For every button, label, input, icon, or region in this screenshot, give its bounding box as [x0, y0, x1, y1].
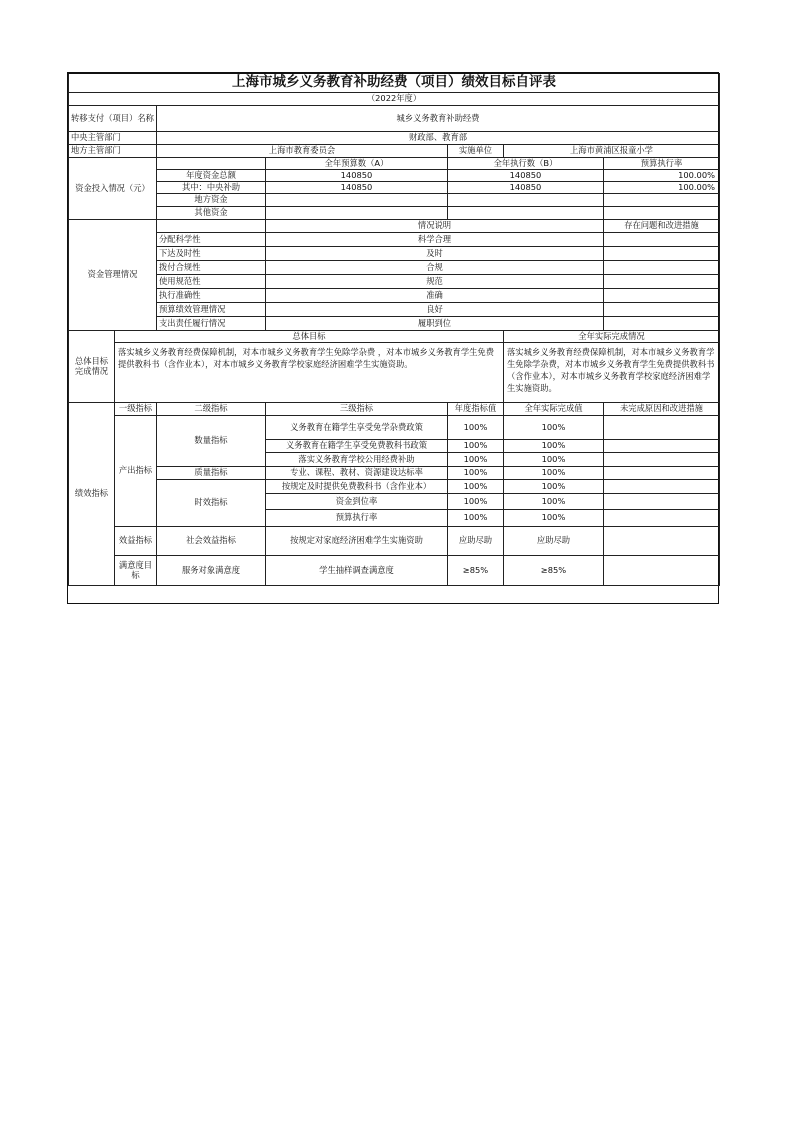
management-row-label: 使用规范性 — [157, 275, 266, 289]
indicator-actual: 100% — [504, 480, 604, 494]
management-row-desc: 准确 — [266, 289, 604, 303]
indicator-name: 专业、课程、教材、资源建设达标率 — [266, 467, 448, 480]
form-year: （2022年度） — [69, 93, 720, 106]
management-row-desc: 科学合理 — [266, 233, 604, 247]
management-row-issue — [604, 261, 720, 275]
indicator-actual: 应助尽助 — [504, 527, 604, 556]
management-row-desc: 履职到位 — [266, 317, 604, 331]
impl-unit-label: 实施单位 — [448, 145, 504, 158]
form-title: 上海市城乡义务教育补助经费（项目）绩效目标自评表 — [69, 74, 720, 93]
perf-header-level1: 一级指标 — [115, 403, 157, 416]
perf-header-level3: 三级指标 — [266, 403, 448, 416]
indicator-reason — [604, 416, 720, 440]
management-row-label: 执行准确性 — [157, 289, 266, 303]
funds-row-exec — [448, 207, 604, 220]
project-name-value: 城乡义务教育补助经费 — [157, 106, 720, 132]
funds-header-budget: 全年预算数（A） — [266, 158, 448, 170]
indicator-actual: ≥85% — [504, 556, 604, 586]
goals-header-actual: 全年实际完成情况 — [504, 331, 720, 343]
funds-row-exec: 140850 — [448, 170, 604, 182]
indicator-target: 100% — [448, 453, 504, 467]
indicator-actual: 100% — [504, 494, 604, 510]
funds-row-budget: 140850 — [266, 182, 448, 194]
central-dept-value: 财政部、教育部 — [157, 132, 720, 145]
funds-row-label: 地方资金 — [157, 194, 266, 207]
management-row-issue — [604, 303, 720, 317]
perf-header-level2: 二级指标 — [157, 403, 266, 416]
management-row-label: 预算绩效管理情况 — [157, 303, 266, 317]
indicator-reason — [604, 494, 720, 510]
indicator-reason — [604, 453, 720, 467]
indicator-reason — [604, 467, 720, 480]
perf-header-actual: 全年实际完成值 — [504, 403, 604, 416]
indicator-actual: 100% — [504, 467, 604, 480]
project-name-label: 转移支付（项目）名称 — [69, 106, 157, 132]
indicator-actual: 100% — [504, 416, 604, 440]
funds-row-label: 年度资金总额 — [157, 170, 266, 182]
performance-section-label: 绩效指标 — [69, 403, 115, 586]
indicator-target: 应助尽助 — [448, 527, 504, 556]
indicator-target: 100% — [448, 480, 504, 494]
funds-header-rate: 预算执行率 — [604, 158, 720, 170]
quantity-indicator-label: 数量指标 — [157, 416, 266, 467]
perf-header-reason: 未完成原因和改进措施 — [604, 403, 720, 416]
indicator-name: 按规定及时提供免费教科书（含作业本） — [266, 480, 448, 494]
management-row-label: 支出责任履行情况 — [157, 317, 266, 331]
indicator-reason — [604, 440, 720, 453]
indicator-actual: 100% — [504, 510, 604, 527]
quality-indicator-label: 质量指标 — [157, 467, 266, 480]
funds-section-label: 资金投入情况（元） — [69, 158, 157, 220]
indicator-reason — [604, 510, 720, 527]
management-row-issue — [604, 233, 720, 247]
funds-row-rate — [604, 207, 720, 220]
management-row-label: 下达及时性 — [157, 247, 266, 261]
local-dept-value: 上海市教育委员会 — [157, 145, 448, 158]
management-header-issues: 存在问题和改进措施 — [604, 220, 720, 233]
goals-target-text: 落实城乡义务教育经费保障机制，对本市城乡义务教育学生免除学杂费 ，对本市城乡义务教育学生免费提供教科书（含作业本），对本市城乡义务教育学校家庭经济困难学生实施资助。 — [115, 343, 504, 403]
benefit-indicator-label: 效益指标 — [115, 527, 157, 556]
central-dept-label: 中央主管部门 — [69, 132, 157, 145]
indicator-reason — [604, 480, 720, 494]
funds-row-rate: 100.00% — [604, 170, 720, 182]
indicator-reason — [604, 527, 720, 556]
funds-row-budget — [266, 194, 448, 207]
indicator-name: 按规定对家庭经济困难学生实施资助 — [266, 527, 448, 556]
management-row-issue — [604, 275, 720, 289]
management-row-label: 分配科学性 — [157, 233, 266, 247]
indicator-name: 学生抽样调查满意度 — [266, 556, 448, 586]
local-dept-label: 地方主管部门 — [69, 145, 157, 158]
funds-row-exec: 140850 — [448, 182, 604, 194]
management-row-label: 拨付合规性 — [157, 261, 266, 275]
management-row-desc: 合规 — [266, 261, 604, 275]
management-row-issue — [604, 247, 720, 261]
indicator-name: 预算执行率 — [266, 510, 448, 527]
indicator-target: 100% — [448, 494, 504, 510]
funds-row-rate: 100.00% — [604, 182, 720, 194]
indicator-name: 资金到位率 — [266, 494, 448, 510]
indicator-actual: 100% — [504, 453, 604, 467]
self-evaluation-form — [68, 73, 720, 586]
social-benefit-label: 社会效益指标 — [157, 527, 266, 556]
funds-header-blank — [157, 158, 266, 170]
management-row-desc: 及时 — [266, 247, 604, 261]
timeliness-indicator-label: 时效指标 — [157, 480, 266, 527]
management-row-desc: 规范 — [266, 275, 604, 289]
goals-actual-text: 落实城乡义务教育经费保障机制，对本市城乡义务教育学生免除学杂费，对本市城乡义务教育学生免费提供教科书（含作业本），对本市城乡义务教育学校家庭经济困难学生实施资助。 — [504, 343, 720, 403]
management-row-issue — [604, 289, 720, 303]
impl-unit-value: 上海市黄浦区报童小学 — [504, 145, 720, 158]
funds-row-budget: 140850 — [266, 170, 448, 182]
management-header-blank — [157, 220, 266, 233]
management-row-desc: 良好 — [266, 303, 604, 317]
funds-row-exec — [448, 194, 604, 207]
perf-header-annual-target: 年度指标值 — [448, 403, 504, 416]
satisfaction-indicator-label: 满意度目标 — [115, 556, 157, 586]
management-header-desc: 情况说明 — [266, 220, 604, 233]
indicator-target: ≥85% — [448, 556, 504, 586]
output-indicator-label: 产出指标 — [115, 416, 157, 527]
management-row-issue — [604, 317, 720, 331]
indicator-target: 100% — [448, 416, 504, 440]
indicator-actual: 100% — [504, 440, 604, 453]
indicator-target: 100% — [448, 467, 504, 480]
indicator-target: 100% — [448, 510, 504, 527]
funds-row-rate — [604, 194, 720, 207]
funds-row-label: 其他资金 — [157, 207, 266, 220]
goals-header-target: 总体目标 — [115, 331, 504, 343]
management-section-label: 资金管理情况 — [69, 220, 157, 331]
funds-row-label: 其中：中央补助 — [157, 182, 266, 194]
indicator-name: 义务教育在籍学生享受免费教科书政策 — [266, 440, 448, 453]
funds-row-budget — [266, 207, 448, 220]
indicator-name: 落实义务教育学校公用经费补助 — [266, 453, 448, 467]
indicator-reason — [604, 556, 720, 586]
funds-header-exec: 全年执行数（B） — [448, 158, 604, 170]
service-satisfaction-label: 服务对象满意度 — [157, 556, 266, 586]
goals-section-label: 总体目标完成情况 — [69, 331, 115, 403]
indicator-name: 义务教育在籍学生享受免学杂费政策 — [266, 416, 448, 440]
indicator-target: 100% — [448, 440, 504, 453]
